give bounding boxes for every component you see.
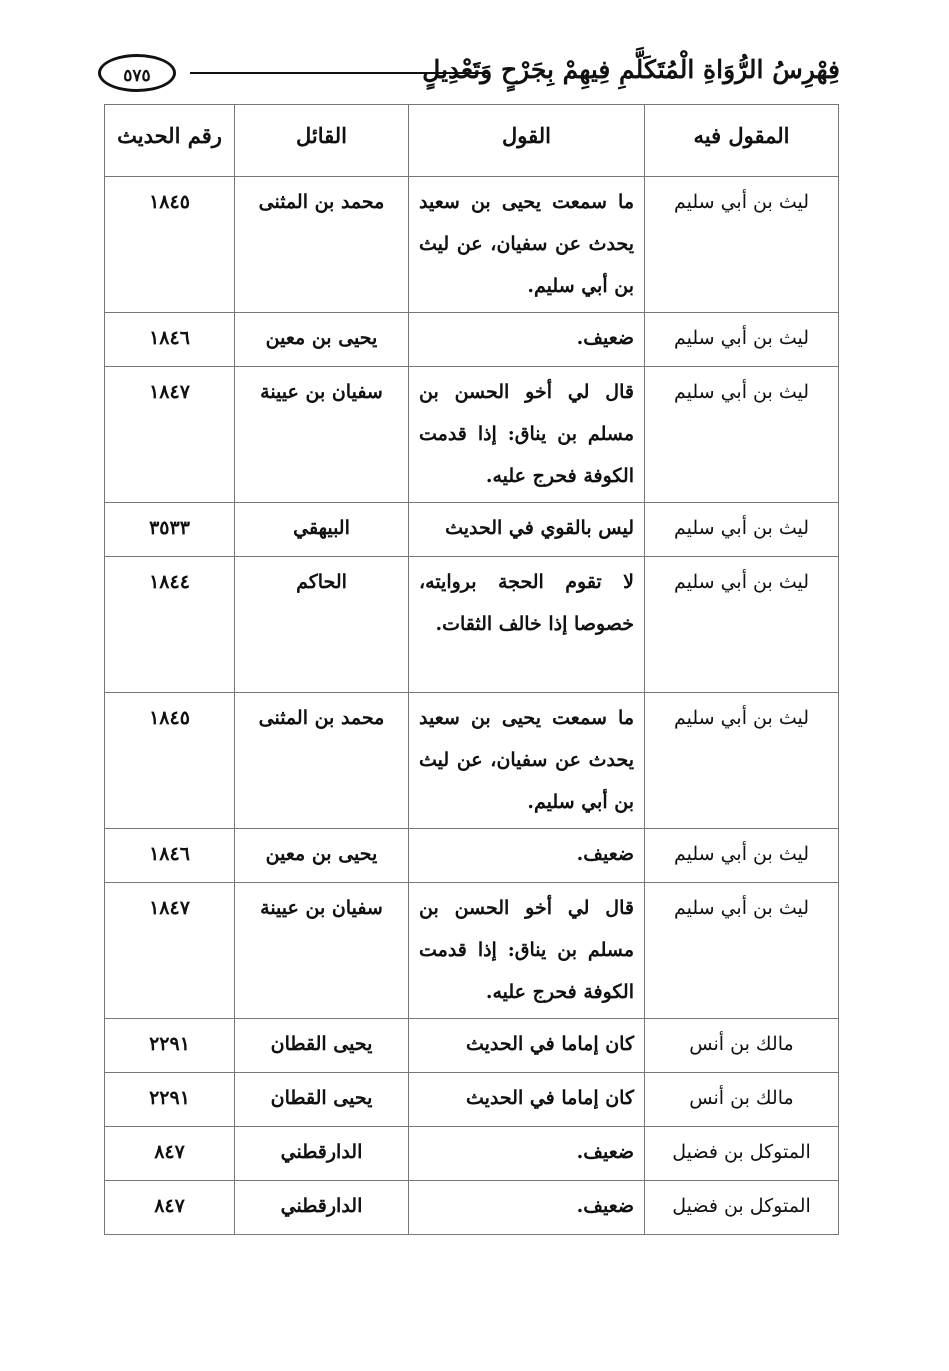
cell-subject: ليث بن أبي سليم xyxy=(645,503,839,557)
cell-hadith-number: ١٨٤٧ xyxy=(105,367,235,503)
table-row xyxy=(105,503,839,557)
cell-subject: ليث بن أبي سليم xyxy=(645,177,839,313)
header-saying: القول xyxy=(409,105,645,177)
cell-subject: ليث بن أبي سليم xyxy=(645,367,839,503)
cell-hadith-number: ٢٢٩١ xyxy=(105,1019,235,1073)
cell-saying: ليس بالقوي في الحديث xyxy=(409,503,645,557)
table-row xyxy=(105,693,839,829)
cell-saying: ما سمعت يحيى بن سعيد يحدث عن سفيان، عن ليث بن أبي سليم. xyxy=(409,693,645,829)
cell-sayer: يحيى القطان xyxy=(235,1019,409,1073)
cell-hadith-number: ٨٤٧ xyxy=(105,1127,235,1181)
table-row xyxy=(105,1019,839,1073)
cell-saying: ما سمعت يحيى بن سعيد يحدث عن سفيان، عن ليث بن أبي سليم. xyxy=(409,177,645,313)
page-number-badge: ٥٧٥ xyxy=(98,54,176,92)
cell-subject: ليث بن أبي سليم xyxy=(645,883,839,1019)
table-row xyxy=(105,557,839,693)
table-row xyxy=(105,1127,839,1181)
cell-sayer: البيهقي xyxy=(235,503,409,557)
cell-subject: ليث بن أبي سليم xyxy=(645,557,839,693)
cell-subject: ليث بن أبي سليم xyxy=(645,829,839,883)
header-subject: المقول فيه xyxy=(645,105,839,177)
header-rule xyxy=(190,72,488,74)
page-title: فِهْرِسُ الرُّوَاةِ الْمُتَكَلَّمِ فِيهِمْ بِجَرْحٍ وَتَعْدِيلٍ xyxy=(422,55,840,84)
cell-saying: لا تقوم الحجة بروايته، خصوصا إذا خالف الثقات. xyxy=(409,557,645,693)
table-row xyxy=(105,829,839,883)
narrators-index-table xyxy=(104,104,839,1235)
cell-hadith-number: ١٨٤٦ xyxy=(105,313,235,367)
cell-hadith-number: ٢٢٩١ xyxy=(105,1073,235,1127)
cell-hadith-number: ١٨٤٥ xyxy=(105,177,235,313)
table-row xyxy=(105,313,839,367)
table-row xyxy=(105,367,839,503)
cell-saying: قال لي أخو الحسن بن مسلم بن يناق: إذا قدمت الكوفة فحرج عليه. xyxy=(409,883,645,1019)
cell-subject: مالك بن أنس xyxy=(645,1073,839,1127)
table-row xyxy=(105,1181,839,1235)
cell-sayer: سفيان بن عيينة xyxy=(235,367,409,503)
cell-subject: مالك بن أنس xyxy=(645,1019,839,1073)
cell-sayer: يحيى بن معين xyxy=(235,313,409,367)
cell-sayer: الحاكم xyxy=(235,557,409,693)
cell-sayer: محمد بن المثنى xyxy=(235,177,409,313)
cell-saying: ضعيف. xyxy=(409,829,645,883)
cell-subject: ليث بن أبي سليم xyxy=(645,313,839,367)
cell-saying: كان إماما في الحديث xyxy=(409,1073,645,1127)
cell-hadith-number: ٣٥٣٣ xyxy=(105,503,235,557)
header-sayer: القائل xyxy=(235,105,409,177)
table-row xyxy=(105,177,839,313)
cell-sayer: يحيى بن معين xyxy=(235,829,409,883)
cell-sayer: سفيان بن عيينة xyxy=(235,883,409,1019)
cell-subject: المتوكل بن فضيل xyxy=(645,1127,839,1181)
cell-saying: ضعيف. xyxy=(409,1127,645,1181)
cell-sayer: الدارقطني xyxy=(235,1127,409,1181)
cell-saying: ضعيف. xyxy=(409,313,645,367)
cell-subject: ليث بن أبي سليم xyxy=(645,693,839,829)
cell-saying: ضعيف. xyxy=(409,1181,645,1235)
table-row xyxy=(105,883,839,1019)
cell-sayer: يحيى القطان xyxy=(235,1073,409,1127)
cell-hadith-number: ٨٤٧ xyxy=(105,1181,235,1235)
cell-saying: كان إماما في الحديث xyxy=(409,1019,645,1073)
cell-saying: قال لي أخو الحسن بن مسلم بن يناق: إذا قدمت الكوفة فحرج عليه. xyxy=(409,367,645,503)
cell-hadith-number: ١٨٤٧ xyxy=(105,883,235,1019)
cell-hadith-number: ١٨٤٦ xyxy=(105,829,235,883)
cell-sayer: محمد بن المثنى xyxy=(235,693,409,829)
table-header-row xyxy=(105,105,839,177)
cell-hadith-number: ١٨٤٥ xyxy=(105,693,235,829)
table-row xyxy=(105,1073,839,1127)
page-header xyxy=(98,46,840,98)
cell-hadith-number: ١٨٤٤ xyxy=(105,557,235,693)
cell-subject: المتوكل بن فضيل xyxy=(645,1181,839,1235)
cell-sayer: الدارقطني xyxy=(235,1181,409,1235)
header-hadith-number: رقم الحديث xyxy=(105,105,235,177)
